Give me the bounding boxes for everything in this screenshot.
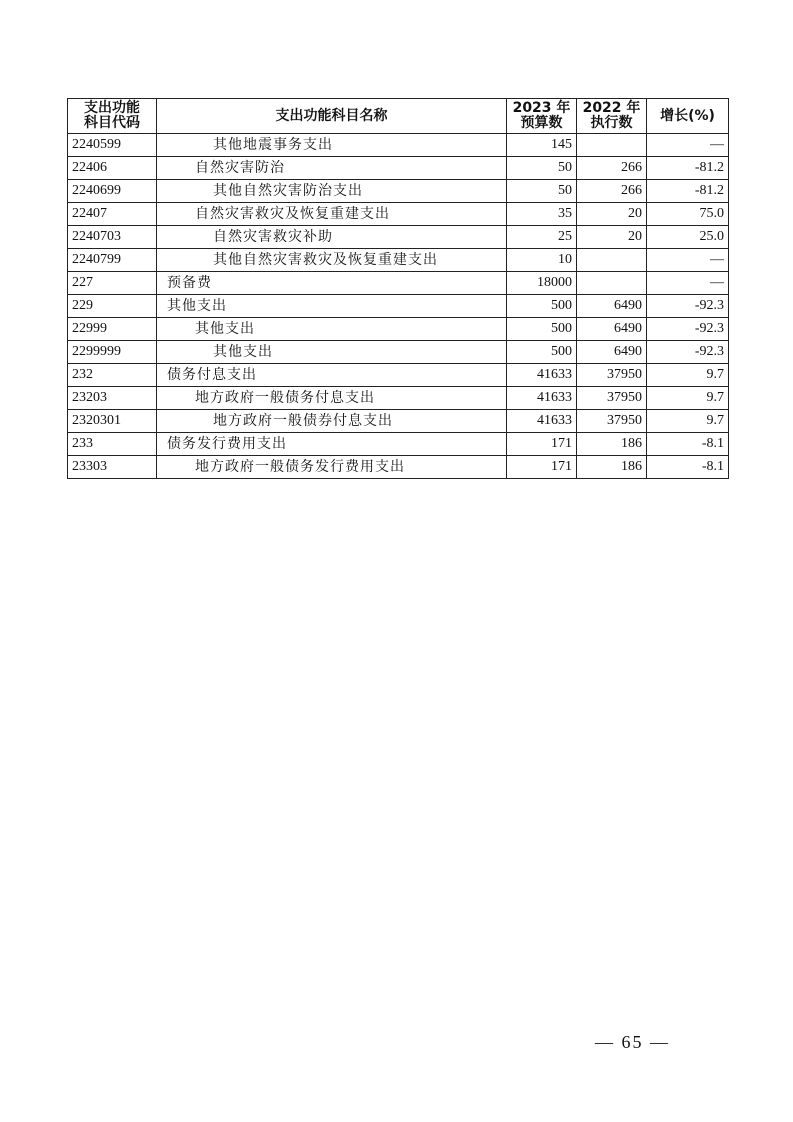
row-budget-2023: 171 [507,433,577,456]
row-name: 地方政府一般债券付息支出 [157,410,507,433]
row-code: 22999 [68,318,157,341]
row-code: 2299999 [68,341,157,364]
budget-table [67,98,729,479]
row-budget-2023: 41633 [507,410,577,433]
table-row [68,226,729,249]
header-code-line1: 支出功能 [84,100,140,116]
row-name: 地方政府一般债务发行费用支出 [157,456,507,479]
row-exec-2022: 37950 [577,387,647,410]
row-code: 22407 [68,203,157,226]
header-budget-2023 [507,99,577,134]
row-name: 其他支出 [157,295,507,318]
row-code: 232 [68,364,157,387]
row-growth: — [647,272,729,295]
row-exec-2022 [577,249,647,272]
row-budget-2023: 500 [507,341,577,364]
row-exec-2022: 266 [577,180,647,203]
row-name: 其他自然灾害救灾及恢复重建支出 [157,249,507,272]
table-row [68,456,729,479]
table-row [68,157,729,180]
row-growth: — [647,249,729,272]
row-growth: 9.7 [647,387,729,410]
row-growth: -8.1 [647,456,729,479]
row-budget-2023: 41633 [507,387,577,410]
table-row [68,295,729,318]
row-growth: — [647,134,729,157]
row-name: 其他支出 [157,341,507,364]
row-code: 2240699 [68,180,157,203]
row-exec-2022 [577,272,647,295]
row-growth: -81.2 [647,157,729,180]
table-row [68,272,729,295]
header-name: 支出功能科目名称 [157,99,507,134]
row-name: 债务发行费用支出 [157,433,507,456]
row-code: 229 [68,295,157,318]
row-growth: 75.0 [647,203,729,226]
header-budget-line1: 2023 年 [512,100,571,116]
header-exec-2022 [577,99,647,134]
row-code: 22406 [68,157,157,180]
table-row [68,180,729,203]
header-code [68,99,157,134]
header-exec-line2: 执行数 [590,115,633,131]
row-budget-2023: 50 [507,180,577,203]
row-growth: -81.2 [647,180,729,203]
row-exec-2022: 266 [577,157,647,180]
row-exec-2022: 6490 [577,341,647,364]
row-name: 债务付息支出 [157,364,507,387]
table-row [68,318,729,341]
row-exec-2022: 186 [577,433,647,456]
row-code: 227 [68,272,157,295]
row-budget-2023: 171 [507,456,577,479]
page-number: — 65 — [595,1032,670,1052]
row-name: 其他支出 [157,318,507,341]
row-growth: -8.1 [647,433,729,456]
row-name: 预备费 [157,272,507,295]
row-exec-2022: 20 [577,203,647,226]
row-budget-2023: 41633 [507,364,577,387]
row-code: 23203 [68,387,157,410]
row-growth: -92.3 [647,295,729,318]
row-exec-2022: 186 [577,456,647,479]
table-row [68,249,729,272]
header-budget-line2: 预算数 [520,115,563,131]
row-exec-2022 [577,134,647,157]
row-growth: 9.7 [647,364,729,387]
row-name: 自然灾害防治 [157,157,507,180]
row-code: 2240599 [68,134,157,157]
header-code-line2: 科目代码 [84,115,140,131]
row-name: 自然灾害救灾及恢复重建支出 [157,203,507,226]
header-growth: 增长(%) [647,99,729,134]
table-body [68,134,729,479]
row-exec-2022: 20 [577,226,647,249]
row-code: 2240703 [68,226,157,249]
row-exec-2022: 6490 [577,318,647,341]
header-row [68,99,729,134]
row-exec-2022: 37950 [577,410,647,433]
table-row [68,433,729,456]
row-budget-2023: 145 [507,134,577,157]
header-exec-line1: 2022 年 [582,100,641,116]
row-name: 其他地震事务支出 [157,134,507,157]
table-row [68,134,729,157]
row-budget-2023: 10 [507,249,577,272]
row-name: 自然灾害救灾补助 [157,226,507,249]
row-budget-2023: 18000 [507,272,577,295]
row-code: 2240799 [68,249,157,272]
row-budget-2023: 50 [507,157,577,180]
row-exec-2022: 37950 [577,364,647,387]
row-code: 233 [68,433,157,456]
row-growth: -92.3 [647,341,729,364]
row-code: 2320301 [68,410,157,433]
row-budget-2023: 25 [507,226,577,249]
row-budget-2023: 35 [507,203,577,226]
row-name: 其他自然灾害防治支出 [157,180,507,203]
row-growth: -92.3 [647,318,729,341]
row-budget-2023: 500 [507,295,577,318]
table-row [68,364,729,387]
row-growth: 9.7 [647,410,729,433]
row-code: 23303 [68,456,157,479]
row-name: 地方政府一般债务付息支出 [157,387,507,410]
row-exec-2022: 6490 [577,295,647,318]
table-row [68,410,729,433]
row-growth: 25.0 [647,226,729,249]
table-row [68,341,729,364]
table-row [68,387,729,410]
table-row [68,203,729,226]
row-budget-2023: 500 [507,318,577,341]
